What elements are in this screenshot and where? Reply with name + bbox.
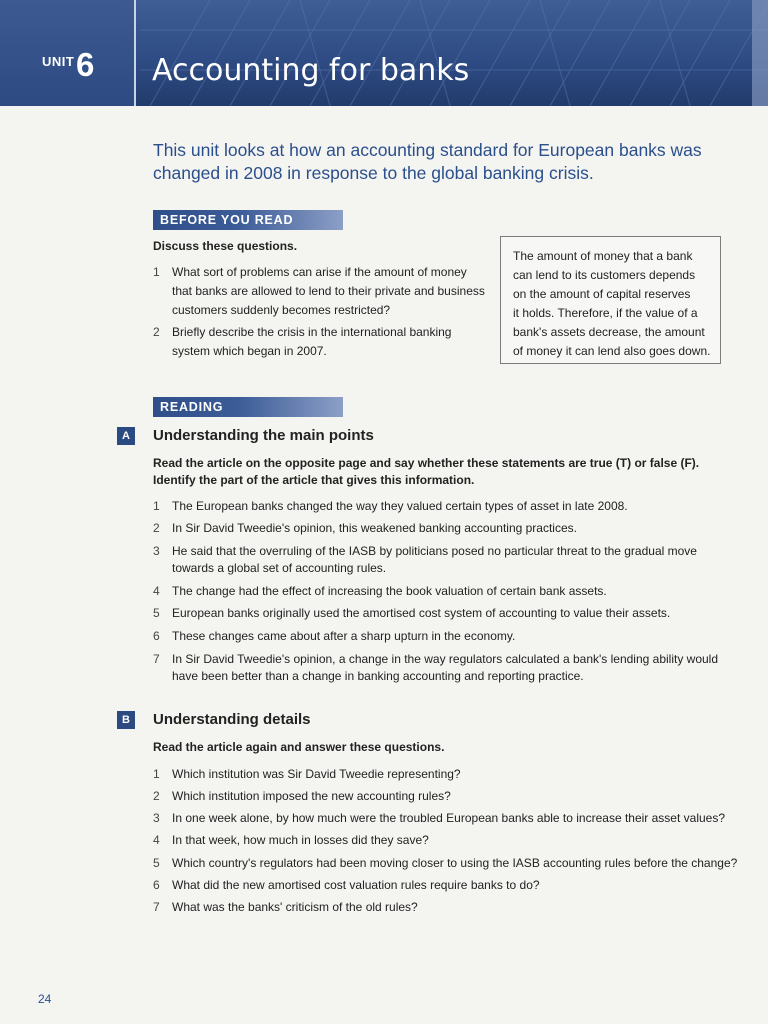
detail-question-number: 3 — [153, 811, 160, 825]
section-a-title: Understanding the main points — [153, 427, 374, 444]
question-text-line: customers suddenly becomes restricted? — [172, 303, 391, 317]
section-b-instruction: Read the article again and answer these questions. — [153, 740, 445, 754]
detail-question-text: Which country's regulators had been moving closer to using the IASB accounting rules before the change? — [172, 856, 738, 870]
statement-text-line: He said that the overruling of the IASB by politicians posed no particular threat to the gradual move — [172, 544, 697, 558]
unit-number: 6 — [76, 46, 95, 83]
detail-question-number: 5 — [153, 856, 160, 870]
unit-label: UNIT — [42, 54, 75, 69]
section-a-instruction-line: Identify the part of the article that gives this information. — [153, 473, 475, 487]
statement-text-line: These changes came about after a sharp upturn in the economy. — [172, 629, 516, 643]
statement-text-line: The European banks changed the way they valued certain types of asset in late 2008. — [172, 499, 628, 513]
section-b-title: Understanding details — [153, 711, 311, 728]
statement-number: 4 — [153, 584, 160, 598]
detail-question-number: 2 — [153, 789, 160, 803]
note-line: bank's assets decrease, the amount — [513, 325, 705, 339]
detail-question-text: Which institution was Sir David Tweedie representing? — [172, 767, 461, 781]
question-text-line: system which began in 2007. — [172, 344, 327, 358]
info-note-box — [500, 236, 721, 364]
detail-question-text: What did the new amortised cost valuation rules require banks to do? — [172, 878, 540, 892]
note-line: can lend to its customers depends — [513, 268, 696, 282]
question-text-line: that banks are allowed to lend to their private and business — [172, 284, 485, 298]
page-number: 24 — [38, 992, 52, 1006]
detail-question-text: In that week, how much in losses did they save? — [172, 833, 429, 847]
detail-question-number: 1 — [153, 767, 160, 781]
detail-question-text: What was the banks' criticism of the old rules? — [172, 900, 418, 914]
question-number: 1 — [153, 265, 160, 279]
reading-heading: READING — [153, 397, 343, 417]
statement-number: 2 — [153, 521, 160, 535]
unit-banner — [0, 0, 768, 106]
note-line: on the amount of capital reserves — [513, 287, 691, 301]
statement-text-line: towards a global set of accounting rules. — [172, 561, 387, 575]
unit-intro: This unit looks at how an accounting standard for European banks was changed in 2008 in response to the global banking crisis. — [153, 140, 702, 183]
note-line: of money it can lend also goes down. — [513, 344, 711, 358]
statement-number: 7 — [153, 652, 160, 666]
section-a-instruction-line: Read the article on the opposite page and say whether these statements are true (T) or false (F). — [153, 456, 700, 470]
note-line: it holds. Therefore, if the value of a — [513, 306, 698, 320]
statement-number: 3 — [153, 544, 160, 558]
question-text-line: Briefly describe the crisis in the international banking — [172, 325, 452, 339]
statement-text-line: European banks originally used the amortised cost system of accounting to value their assets. — [172, 606, 671, 620]
detail-question-number: 6 — [153, 878, 160, 892]
statement-text-line: In Sir David Tweedie's opinion, a change in the way regulators calculated a bank's lending ability would — [172, 652, 719, 666]
before-you-read-instruction: Discuss these questions. — [153, 239, 298, 253]
statement-number: 6 — [153, 629, 160, 643]
section-b-badge: B — [117, 711, 135, 729]
question-text-line: What sort of problems can arise if the amount of money — [172, 265, 467, 279]
statement-text-line: In Sir David Tweedie's opinion, this weakened banking accounting practices. — [172, 521, 577, 535]
before-you-read-heading: BEFORE YOU READ — [153, 210, 343, 230]
question-number: 2 — [153, 325, 160, 339]
statement-number: 1 — [153, 499, 160, 513]
section-a-badge: A — [117, 427, 135, 445]
detail-question-number: 7 — [153, 900, 160, 914]
unit-box — [0, 0, 136, 106]
page-title: Accounting for banks — [152, 53, 470, 88]
detail-question-text: Which institution imposed the new accounting rules? — [172, 789, 451, 803]
statement-text-line: The change had the effect of increasing the book valuation of certain bank assets. — [172, 584, 607, 598]
note-line: The amount of money that a bank — [513, 249, 693, 263]
detail-question-text: In one week alone, by how much were the troubled European banks able to increase their asset values? — [172, 811, 726, 825]
detail-question-number: 4 — [153, 833, 160, 847]
statement-number: 5 — [153, 606, 160, 620]
statement-text-line: have been better than a change in banking accounting and reporting practice. — [172, 669, 584, 683]
